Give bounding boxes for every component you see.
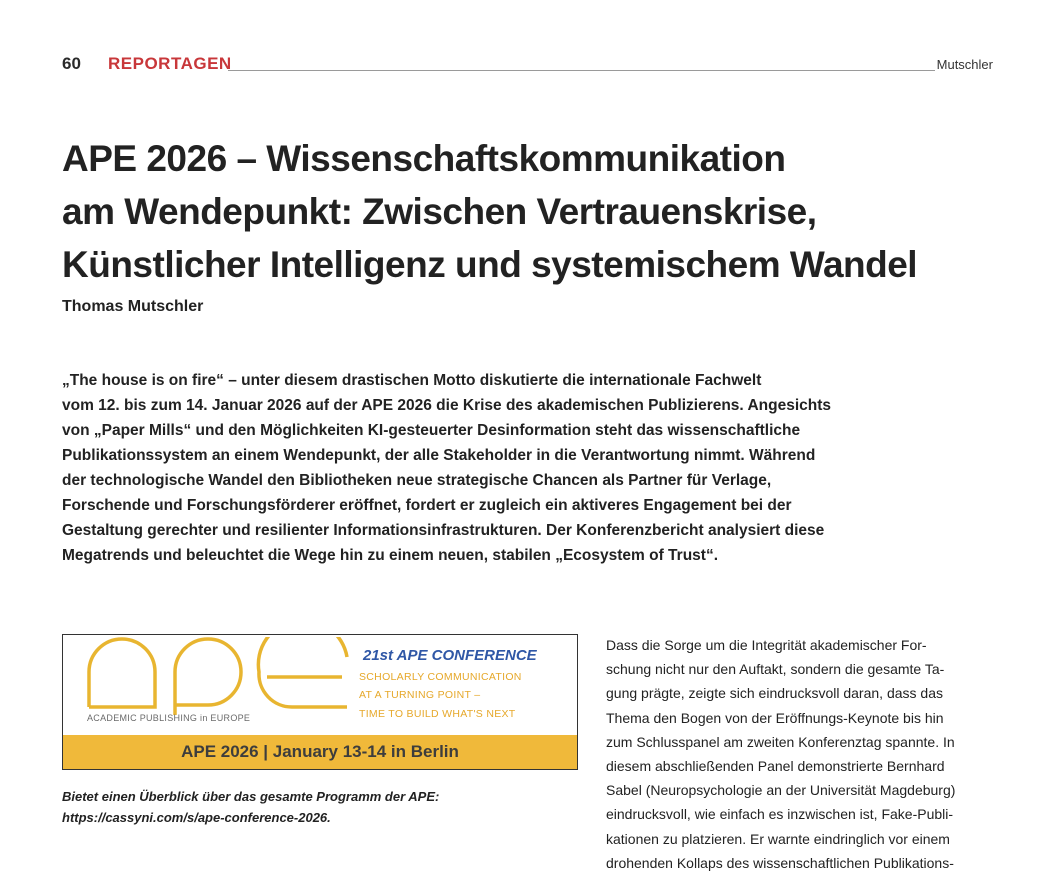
conference-subtitle-line: TIME TO BUILD WHAT'S NEXT: [359, 708, 516, 720]
title-line: APE 2026 – Wissenschaftskommunikation: [62, 138, 786, 179]
body-line: drohenden Kollaps des wissenschaftlichen Publikations-: [606, 854, 954, 871]
author-byline: Thomas Mutschler: [62, 298, 204, 315]
header-rule: [228, 70, 935, 71]
abstract-line: von „Paper Mills“ und den Möglichkeiten KI-gesteuerter Desinformation steht das wissenschaftliche: [62, 422, 801, 439]
abstract-line: Publikationssystem an einem Wendepunkt, der alle Stakeholder in die Verantwortung nimmt. Während: [62, 447, 816, 464]
body-line: Sabel (Neuropsychologie an der Universität Magdeburg): [606, 782, 956, 799]
abstract-line: Megatrends und beleuchtet die Wege hin zu einem neuen, stabilen „Ecosystem of Trust“.: [62, 547, 719, 564]
logo-tagline: ACADEMIC PUBLISHING in EUROPE: [87, 713, 251, 723]
abstract: [62, 368, 962, 568]
conference-date-bar: APE 2026 | January 13-14 in Berlin: [63, 735, 577, 769]
abstract-line: „The house is on fire“ – unter diesem drastischen Motto diskutierte die internationale Fachwelt: [62, 372, 762, 389]
page-number: 60: [62, 54, 81, 73]
section-label: REPORTAGEN: [108, 54, 232, 73]
running-author: Mutschler: [936, 57, 993, 72]
body-line: kationen zu platzieren. Er warnte eindringlich vor einem: [606, 830, 950, 847]
body-line: gung prägte, zeigte sich eindrucksvoll daran, dass das: [606, 685, 943, 702]
body-line: Thema den Bogen von der Eröffnungs-Keynote bis hin: [606, 709, 944, 726]
conference-title: 21st APE CONFERENCE: [363, 647, 537, 664]
body-line: diesem abschließenden Panel demonstrierte Bernhard: [606, 758, 945, 775]
ape-conference-banner: [62, 634, 578, 770]
body-line: eindrucksvoll, wie einfach es inzwischen ist, Fake-Publi-: [606, 806, 954, 823]
title-line: am Wendepunkt: Zwischen Vertrauenskrise,: [62, 191, 817, 232]
abstract-line: vom 12. bis zum 14. Januar 2026 auf der APE 2026 die Krise des akademischen Publizierens. Angesichts: [62, 397, 832, 414]
article-title: [62, 132, 1002, 291]
body-line: Dass die Sorge um die Integrität akademischer For-: [606, 637, 927, 653]
ape-logo-icon: [77, 637, 367, 717]
body-line: zum Schlusspanel am zweiten Konferenztag spannte. In: [606, 733, 955, 750]
title-line: Künstlicher Intelligenz und systemischem Wandel: [62, 244, 918, 285]
figure-caption: [62, 786, 582, 828]
caption-line: Bietet einen Überblick über das gesamte Programm der APE:: [62, 789, 440, 804]
body-line: schung nicht nur den Auftakt, sondern die gesamte Ta-: [606, 661, 945, 678]
abstract-line: der technologische Wandel den Bibliotheken neue strategische Chancen als Partner für Verlage,: [62, 472, 772, 489]
abstract-line: Gestaltung gerechter und resilienter Informationsinfrastrukturen. Der Konferenzbericht analysiert diese: [62, 522, 825, 539]
conference-subtitle-line: AT A TURNING POINT –: [359, 689, 481, 701]
banner-top: [63, 635, 577, 735]
abstract-line: Forschende und Forschungsförderer eröffnet, fordert er zugleich ein aktiveres Engagement bei der: [62, 497, 792, 514]
body-column: [606, 633, 990, 875]
caption-url[interactable]: https://cassyni.com/s/ape-conference-2026.: [62, 810, 331, 825]
running-header: [62, 54, 993, 78]
conference-subtitle-line: SCHOLARLY COMMUNICATION: [359, 671, 522, 683]
